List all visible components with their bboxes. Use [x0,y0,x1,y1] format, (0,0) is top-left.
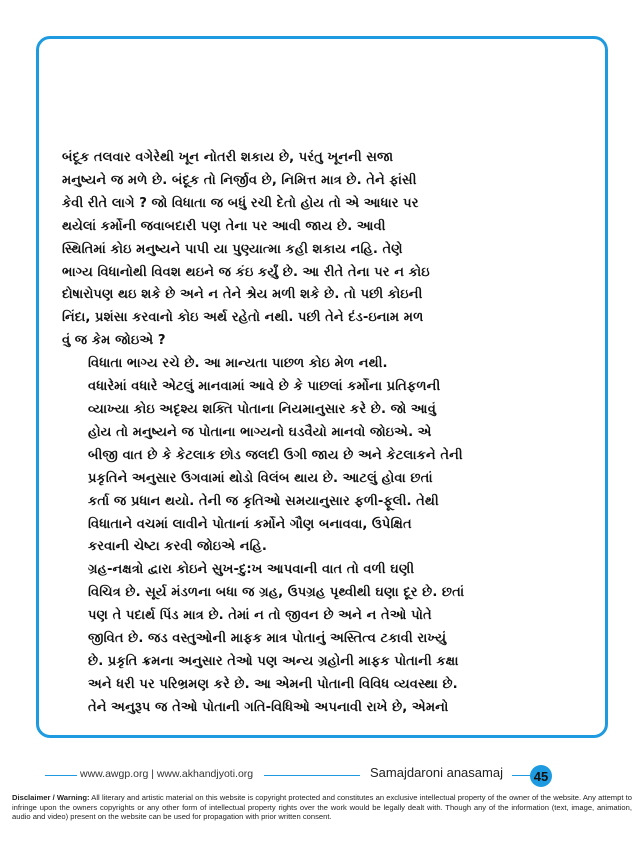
paragraph [62,353,526,559]
text-line: વું જ કેમ જોઇએ ? [62,333,166,349]
text-line: વધારેમાં વધારે એટલું માનવામાં આવે છે કે પાછલાં કર્મોના પ્રતિફળની [88,379,441,395]
text-line: બીજી વાત છે કે કેટલાક છોડ જલદી ઉગી જાય છે અને કેટલાકને તેની [88,447,463,463]
footer [80,765,564,785]
text-line: સ્થિતિમાં કોઇ મનુષ્યને પાપી યા પુણ્યાત્મા કહી શકાય નહિ. તેણે [62,241,403,257]
text-line: વિધાતા ભાગ્ય રચે છે. આ માન્યતા પાછળ કોઇ મેળ નથી. [88,356,388,372]
text-line: હોય તો મનુષ્યને જ પોતાના ભાગ્યનો ઘડવૈયો માનવો જોઇએ. એ [88,424,432,440]
text-line: કેવી રીતે લાગે ? જો વિધાતા જ બધું રચી દેતો હોય તો એ આધાર પર [62,195,419,211]
page-number-badge: 45 [530,765,552,787]
text-line: કર્તા જ પ્રધાન થયો. તેની જ કૃતિઓ સમયાનુસાર ફળી-ફૂલી. તેથી [88,493,439,509]
text-line: ભાગ્ય વિધાનોથી વિવશ થઇને જ કંઇ કર્યું છે. આ રીતે તેના પર ન કોઇ [62,264,430,280]
text-line: જીવિત છે. જડ વસ્તુઓની માફક માત્ર પોતાનું અસ્તિત્વ ટકાવી રાખ્યું [88,631,447,647]
disclaimer-label: Disclaimer / Warning: [12,793,90,802]
paragraph [62,559,526,719]
footer-rule-right [512,775,532,776]
text-line: છે. પ્રકૃતિ ક્રમના અનુસાર તેઓ પણ અન્ય ગ્રહોની માફક પોતાની કક્ષા [88,653,459,669]
text-line: કરવાની ચેષ્ટા કરવી જોઇએ નહિ. [88,539,267,555]
text-line: નિંદા, પ્રશંસા કરવાનો કોઇ અર્થ રહેતો નથી. પછી તેને દંડ-ઇનામ મળ [62,310,424,326]
text-line: વ્યાખ્યા કોઇ અદૃશ્ય શક્તિ પોતાના નિયમાનુસાર કરે છે. જો આવું [88,401,436,417]
text-line: પ્રકૃતિને અનુસાર ઉગવામાં થોડો વિલંબ થાય છે. આટલું હોવા છતાં [88,470,433,486]
article-body [62,147,526,720]
text-line: તેને અનુરૂપ જ તેઓ પોતાની ગતિ-વિધિઓ અપનાવી રાખે છે, એમનો [88,699,449,715]
footer-rule-left [45,775,77,776]
text-line: મનુષ્યને જ મળે છે. બંદૂક તો નિર્જીવ છે, નિમિત્ત માત્ર છે. તેને ફાંસી [62,172,417,188]
text-line: થયેલાં કર્મોની જવાબદારી પણ તેના પર આવી જાય છે. આવી [62,218,386,234]
text-line: દોષારોપણ થઇ શકે છે અને ન તેને શ્રેય મળી શકે છે. તો પછી કોઇની [62,287,423,303]
disclaimer-text: All literary and artistic material on this website is copyright protected and constitutes an exclusive intellectual property of the owner of the website. Any attempt to infringe upon the owners copyrights or any other form of intellectual property rights over the work would be legally dealt with. Though any of the information (text, image, animation, audio and video) present on the website can be used for propagation with prior written consent. [12,793,632,822]
text-line: વિચિત્ર છે. સૂર્ય મંડળના બધા જ ગ્રહ, ઉપગ્રહ પૃથ્વીથી ઘણા દૂર છે. છતાં [88,585,465,601]
text-line: વિધાતાને વચમાં લાવીને પોતાનાં કર્મોને ગૌણ બનાવવા, ઉપેક્ષિત [88,516,412,532]
text-line: અને ધરી પર પરિભ્રમણ કરે છે. આ એમની પોતાની વિવિધ વ્યવસ્થા છે. [88,676,458,692]
footer-links[interactable]: www.awgp.org | www.akhandjyoti.org [80,768,254,780]
text-line: બંદૂક તલવાર વગેરેથી ખૂન નોતરી શકાય છે, પરંતુ ખૂનની સજા [62,150,394,165]
text-line: ગ્રહ-નક્ષત્રો દ્વારા કોઇને સુખ-દુ:ખ આપવાની વાત તો વળી ઘણી [88,562,415,578]
text-line: પણ તે પદાર્થ પિંડ માત્ર છે. તેમાં ન તો જીવન છે અને ન તેઓ પોતે [88,608,432,624]
disclaimer [12,793,632,822]
footer-rule-middle [264,775,360,776]
footer-title: Samajdaroni anasamaj [370,765,503,780]
paragraph [62,147,526,353]
